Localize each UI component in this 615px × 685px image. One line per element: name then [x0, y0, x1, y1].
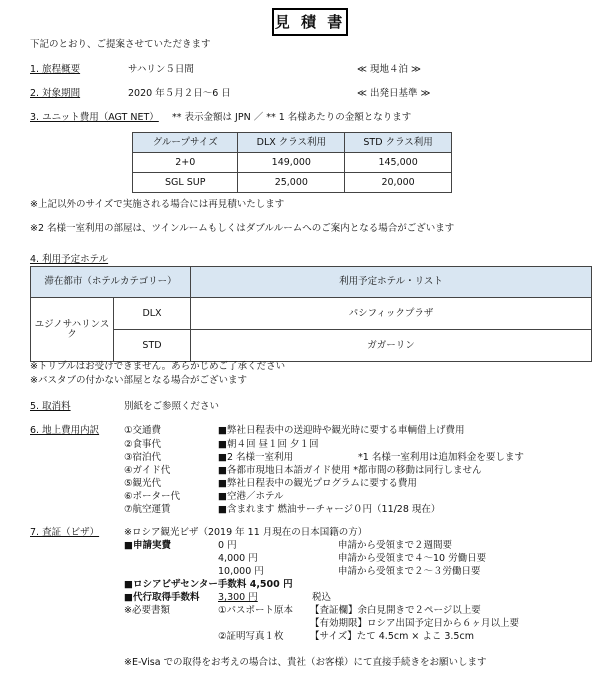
section3-label: 3. ユニット費用（AGT NET）: [30, 112, 159, 123]
evisa-note: ※E-Visa での取得をお考えの場合は、貴社（お客様）にて直接手続きをお願いします: [124, 657, 487, 668]
section5-value: 別紙をご参照ください: [124, 401, 220, 412]
cost-item-desc: ■含まれます 燃油サーチャージ０円（11/28 現在）: [218, 504, 441, 515]
doc-name: ②証明写真１枚: [218, 631, 284, 642]
visa-fee-amount: 10,000 円: [218, 566, 264, 577]
cost-item-name: ②食事代: [124, 439, 162, 450]
section4-note-1: ※トリプルはお受けできません。あらかじめご了承ください: [30, 361, 286, 372]
visa-fee-amount: 4,000 円: [218, 553, 258, 564]
section6-label: 6. 地上費用内訳: [30, 425, 100, 436]
visa-fee-desc: 申請から受領まで４～10 労働日要: [338, 553, 487, 564]
section2-value: 2020 年５月２日～6 日: [128, 88, 231, 99]
section3-note-1: ※上記以外のサイズで実施される場合には再見積いたします: [30, 199, 285, 210]
cost-item-name: ⑤観光代: [124, 478, 162, 489]
cost-item-name: ①交通費: [124, 425, 162, 436]
visa-fee-desc: 申請から受領まで２週間要: [338, 540, 453, 551]
section2-label: 2. 対象期間: [30, 88, 81, 99]
price-header-std: STD クラス利用: [345, 133, 452, 153]
price-cell: 2+0: [133, 153, 238, 173]
hotel-table-header: [31, 267, 592, 298]
document-title: 見 積 書: [272, 8, 348, 36]
hotel-city-cell: ユジノサハリンスク: [31, 298, 114, 362]
cost-item-extra: *1 名様一室利用は追加料金を要します: [358, 452, 524, 463]
section2-note: ≪ 出発日基準 ≫: [357, 88, 431, 99]
hotel-header-city: 滞在都市（ホテルカテゴリー）: [31, 267, 191, 298]
section1-note: ≪ 現地４泊 ≫: [357, 64, 421, 75]
agency-fee-amount: 3,300 円: [218, 592, 258, 603]
cost-item-name: ⑦航空運賃: [124, 504, 171, 515]
price-cell: 20,000: [345, 173, 452, 193]
list-item: [124, 426, 161, 436]
docs-label: ※必要書類: [124, 605, 170, 616]
cost-item-desc: ■2 名様一室利用: [218, 452, 294, 463]
table-row: [31, 330, 592, 362]
intro-text: 下記のとおり、ご提案させていただきます: [30, 39, 211, 50]
section7-label: 7. 査証（ビザ）: [30, 527, 100, 538]
cost-item-name: ④ガイド代: [124, 465, 171, 476]
agency-fee-label: ■代行取得手数料: [124, 592, 200, 603]
doc-name: ①パスポート原本: [218, 605, 294, 616]
doc-desc: 【査証欄】余白見開きで２ページ以上要: [310, 605, 481, 616]
table-row: [133, 153, 452, 173]
section1-label: 1. 旅程概要: [30, 64, 81, 75]
price-cell: SGL SUP: [133, 173, 238, 193]
price-header-dlx: DLX クラス利用: [238, 133, 345, 153]
price-cell: 145,000: [345, 153, 452, 173]
visa-heading: ※ロシア観光ビザ（2019 年 11 月現在の日本国籍の方）: [124, 527, 368, 538]
price-table-header: [133, 133, 452, 153]
hotel-category-cell: DLX: [114, 298, 191, 330]
cost-item-desc: ■朝４回 昼１回 夕１回: [218, 439, 319, 450]
cost-item-desc: ■弊社日程表中の送迎時や観光時に要する車輌借上げ費用: [218, 425, 465, 436]
cost-item-name: ⑥ポーター代: [124, 491, 181, 502]
section5-label: 5. 取消料: [30, 401, 71, 412]
table-row: [31, 298, 592, 330]
doc-desc: 【サイズ】たて 4.5cm × よこ 3.5cm: [310, 631, 474, 642]
price-table: [132, 132, 452, 193]
hotel-name-cell: パシフィックプラザ: [191, 298, 592, 330]
cost-item-name: ③宿泊代: [124, 452, 162, 463]
price-cell: 149,000: [238, 153, 345, 173]
agency-fee-tax: 税込: [312, 592, 332, 603]
price-cell: 25,000: [238, 173, 345, 193]
section4-label: 4. 利用予定ホテル: [30, 254, 109, 265]
hotel-name-cell: ガガーリン: [191, 330, 592, 362]
visa-center-fee: ■ロシアビザセンター手数料 4,500 円: [124, 579, 293, 590]
hotel-category-cell: STD: [114, 330, 191, 362]
cost-item-desc: ■空港／ホテル: [218, 491, 284, 502]
price-header-group: グループサイズ: [133, 133, 238, 153]
cost-item-desc: ■各都市現地日本語ガイド使用 *都市間の移動は同行しません: [218, 465, 482, 476]
section1-value: サハリン５日間: [128, 64, 194, 75]
visa-fee-desc: 申請から受領まで２～３労働日要: [338, 566, 481, 577]
section4-note-2: ※バスタブの付かない部屋となる場合がございます: [30, 375, 247, 386]
section3-note-2: ※2 名様一室利用の部屋は、ツインルームもしくはダブルルームへのご案内となる場合がございます: [30, 223, 455, 234]
visa-fee-label: ■申請実費: [124, 540, 171, 551]
hotel-header-list: 利用予定ホテル・リスト: [191, 267, 592, 298]
doc-desc: 【有効期限】ロシア出国予定日から６ヶ月以上要: [310, 618, 520, 629]
section3-note: ** 表示金額は JPN ／ ** 1 名様あたりの金額となります: [172, 112, 412, 123]
hotel-table: [30, 266, 592, 362]
table-row: [133, 173, 452, 193]
cost-item-desc: ■弊社日程表中の観光プログラムに要する費用: [218, 478, 417, 489]
visa-fee-amount: 0 円: [218, 540, 237, 551]
